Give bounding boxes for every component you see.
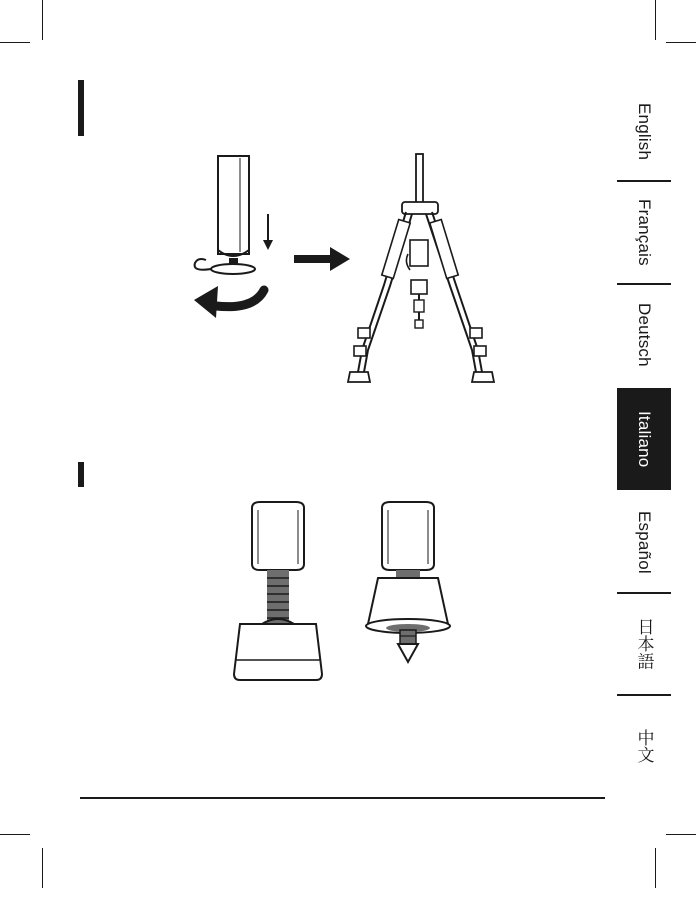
tab-deutsch[interactable] bbox=[617, 287, 671, 383]
tab-label: Español bbox=[635, 510, 654, 574]
tab-italiano[interactable] bbox=[617, 388, 671, 490]
spike-foot-icon bbox=[356, 498, 456, 668]
rubber-foot-icon bbox=[228, 498, 328, 688]
foot-rotate-icon bbox=[180, 150, 280, 320]
tab-espanol[interactable] bbox=[617, 494, 671, 590]
crop-mark bbox=[42, 848, 43, 888]
tab-separator bbox=[617, 180, 671, 182]
tab-label: 中文 bbox=[634, 728, 654, 764]
tab-english[interactable] bbox=[617, 86, 671, 178]
crop-mark bbox=[655, 0, 656, 40]
tab-chinese[interactable] bbox=[617, 698, 671, 794]
tab-francais[interactable] bbox=[617, 184, 671, 280]
crop-mark bbox=[655, 848, 656, 888]
tab-separator bbox=[617, 592, 671, 594]
tab-japanese[interactable] bbox=[617, 596, 671, 692]
crop-mark bbox=[42, 0, 43, 40]
tab-label: Français bbox=[635, 198, 654, 266]
tripod-icon bbox=[340, 150, 510, 386]
tab-label: Italiano bbox=[635, 410, 654, 468]
tab-label: Deutsch bbox=[635, 303, 654, 367]
crop-mark bbox=[666, 834, 696, 835]
tab-label: English bbox=[635, 103, 654, 161]
tab-label: 日本語 bbox=[634, 618, 654, 670]
tab-separator bbox=[617, 694, 671, 696]
section-marker bbox=[78, 80, 84, 136]
section-marker bbox=[78, 462, 84, 487]
crop-mark bbox=[666, 42, 696, 43]
footer-rule bbox=[80, 797, 605, 799]
tab-separator bbox=[617, 283, 671, 285]
crop-mark bbox=[0, 834, 30, 835]
crop-mark bbox=[0, 42, 30, 43]
